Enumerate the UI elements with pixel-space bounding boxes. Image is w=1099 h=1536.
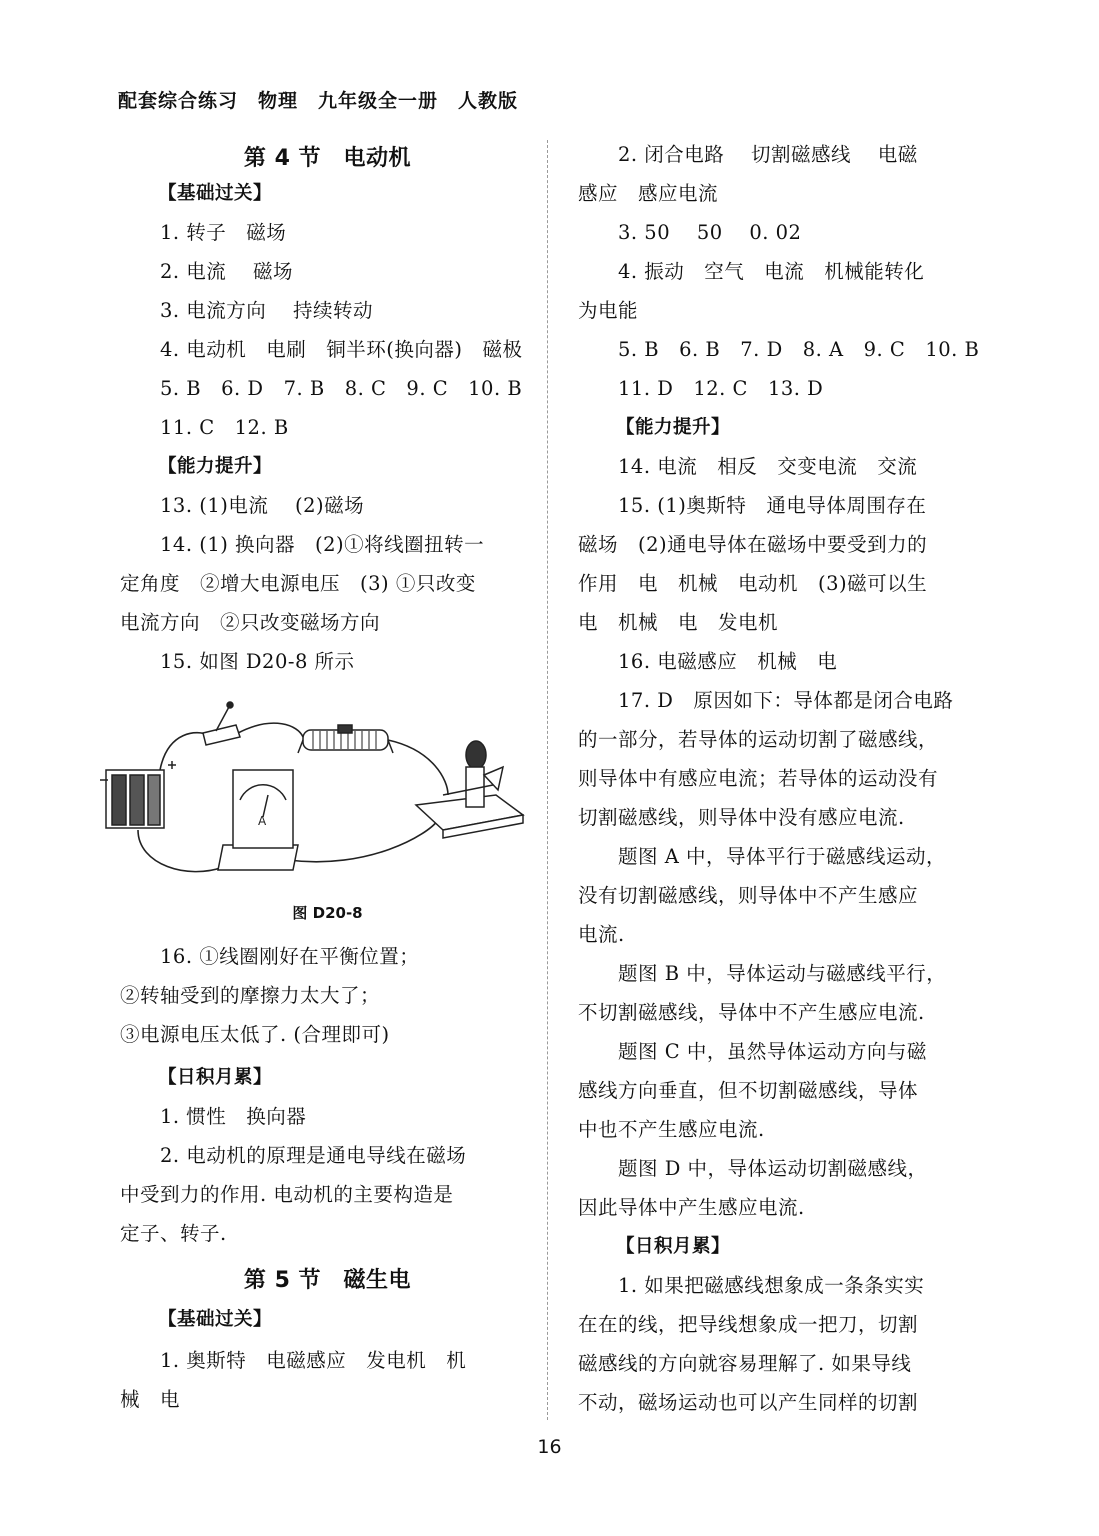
wire (138, 830, 223, 872)
answer-line: 感应 感应电流 (578, 182, 719, 205)
answer-line: 3. 电流方向 持续转动 (160, 299, 374, 322)
answer-line: 11. D 12. C 13. D (618, 377, 824, 400)
answer-line: 没有切割磁感线，则导体中不产生感应 (578, 884, 919, 907)
answer-line: 15. (1)奥斯特 通电导体周围存在 (618, 494, 927, 517)
answer-line: 17. D 原因如下：导体都是闭合电路 (618, 689, 954, 712)
wire (160, 733, 208, 770)
answer-line: 1. 如果把磁感线想象成一条条实实 (618, 1274, 925, 1297)
answer-line: 11. C 12. B (160, 416, 289, 439)
answer-line: 感线方向垂直，但不切割磁感线，导体 (578, 1079, 919, 1102)
answer-line: ②转轴受到的摩擦力太大了； (120, 984, 381, 1007)
answer-line: 1. 惯性 换向器 (160, 1105, 307, 1128)
answer-line: 16. 电磁感应 机械 电 (618, 650, 838, 673)
ammeter (218, 770, 298, 870)
answer-line: 作用 电 机械 电动机 (3)磁可以生 (578, 572, 928, 595)
answer-line: 2. 闭合电路 切割磁感线 电磁 (618, 143, 918, 166)
answer-line: 电流方向 ②只改变磁场方向 (120, 611, 381, 634)
answer-line: 械 电 (120, 1388, 181, 1411)
answer-line: 5. B 6. B 7. D 8. A 9. C 10. B (618, 338, 980, 361)
circuit-figure (98, 695, 538, 890)
answer-line: 题图 C 中，虽然导体运动方向与磁 (618, 1040, 927, 1063)
answer-line: 3. 50 50 0. 02 (618, 221, 802, 244)
answer-line: 在在的线，把导线想象成一把刀，切割 (578, 1313, 919, 1336)
column-divider (547, 140, 548, 1420)
answer-line: 5. B 6. D 7. B 8. C 9. C 10. B (160, 377, 523, 400)
motor-model (416, 741, 523, 838)
answer-line: 题图 B 中，导体运动与磁感线平行， (618, 962, 947, 985)
answer-line: 4. 振动 空气 电流 机械能转化 (618, 260, 925, 283)
section-title: 第 4 节 电动机 (243, 146, 412, 171)
subsection-heading: 【日积月累】 (158, 1067, 273, 1088)
answer-line: 为电能 (578, 299, 639, 322)
answer-line: 1. 转子 磁场 (160, 221, 287, 244)
answer-line: 切割磁感线，则导体中没有感应电流. (578, 806, 905, 829)
answer-line: 16. ①线圈刚好在平衡位置； (160, 945, 420, 968)
battery (100, 761, 176, 828)
answer-line: 2. 电动机的原理是通电导线在磁场 (160, 1144, 467, 1167)
wire (288, 820, 438, 862)
answer-line: 磁感线的方向就容易理解了. 如果导线 (578, 1352, 912, 1375)
answer-line: 中也不产生感应电流. (578, 1118, 765, 1141)
answer-line: ③电源电压太低了. (合理即可) (120, 1023, 390, 1046)
subsection-heading: 【基础过关】 (158, 1309, 273, 1330)
answer-line: 不切割磁感线，导体中不产生感应电流. (578, 1001, 925, 1024)
answer-line: 的一部分，若导体的运动切割了磁感线， (578, 728, 939, 751)
subsection-heading: 【基础过关】 (158, 183, 273, 204)
subsection-heading: 【能力提升】 (616, 417, 731, 438)
subsection-heading: 【能力提升】 (158, 456, 273, 477)
subsection-heading: 【日积月累】 (616, 1236, 731, 1257)
answer-line: 14. (1) 换向器 (2)①将线圈扭转一 (160, 533, 485, 556)
answer-line: 2. 电流 磁场 (160, 260, 294, 283)
answer-line: 题图 D 中，导体运动切割磁感线， (618, 1157, 928, 1180)
answer-line: 中受到力的作用. 电动机的主要构造是 (120, 1183, 454, 1206)
answer-line: 定角度 ②增大电源电压 (3) ①只改变 (120, 572, 476, 595)
answer-line: 电流. (578, 923, 625, 946)
answer-line: 则导体中有感应电流；若导体的运动没有 (578, 767, 939, 790)
answer-line: 不动，磁场运动也可以产生同样的切割 (578, 1391, 919, 1414)
wire (388, 740, 448, 795)
figure-caption: 图 D20-8 (292, 904, 363, 922)
rheostat (298, 725, 393, 753)
answer-line: 题图 A 中，导体平行于磁感线运动， (618, 845, 946, 868)
knife-switch (203, 702, 240, 745)
answer-line: 13. (1)电流 (2)磁场 (160, 494, 365, 517)
wire (238, 723, 303, 737)
answer-line: 电 机械 电 发电机 (578, 611, 779, 634)
answer-line: 定子、转子. (120, 1222, 227, 1245)
answer-line: 15. 如图 D20-8 所示 (160, 650, 355, 673)
section-title: 第 5 节 磁生电 (243, 1268, 412, 1293)
answer-line: 磁场 (2)通电导体在磁场中要受到力的 (578, 533, 928, 556)
answer-line: 1. 奥斯特 电磁感应 发电机 机 (160, 1349, 467, 1372)
svg-text:A: A (258, 814, 267, 828)
answer-line: 4. 电动机 电刷 铜半环(换向器) 磁极 (160, 338, 523, 361)
page-header: 配套综合练习 物理 九年级全一册 人教版 (118, 90, 519, 112)
page-number: 16 (537, 1436, 562, 1458)
answer-line: 因此导体中产生感应电流. (578, 1196, 805, 1219)
answer-line: 14. 电流 相反 交变电流 交流 (618, 455, 918, 478)
